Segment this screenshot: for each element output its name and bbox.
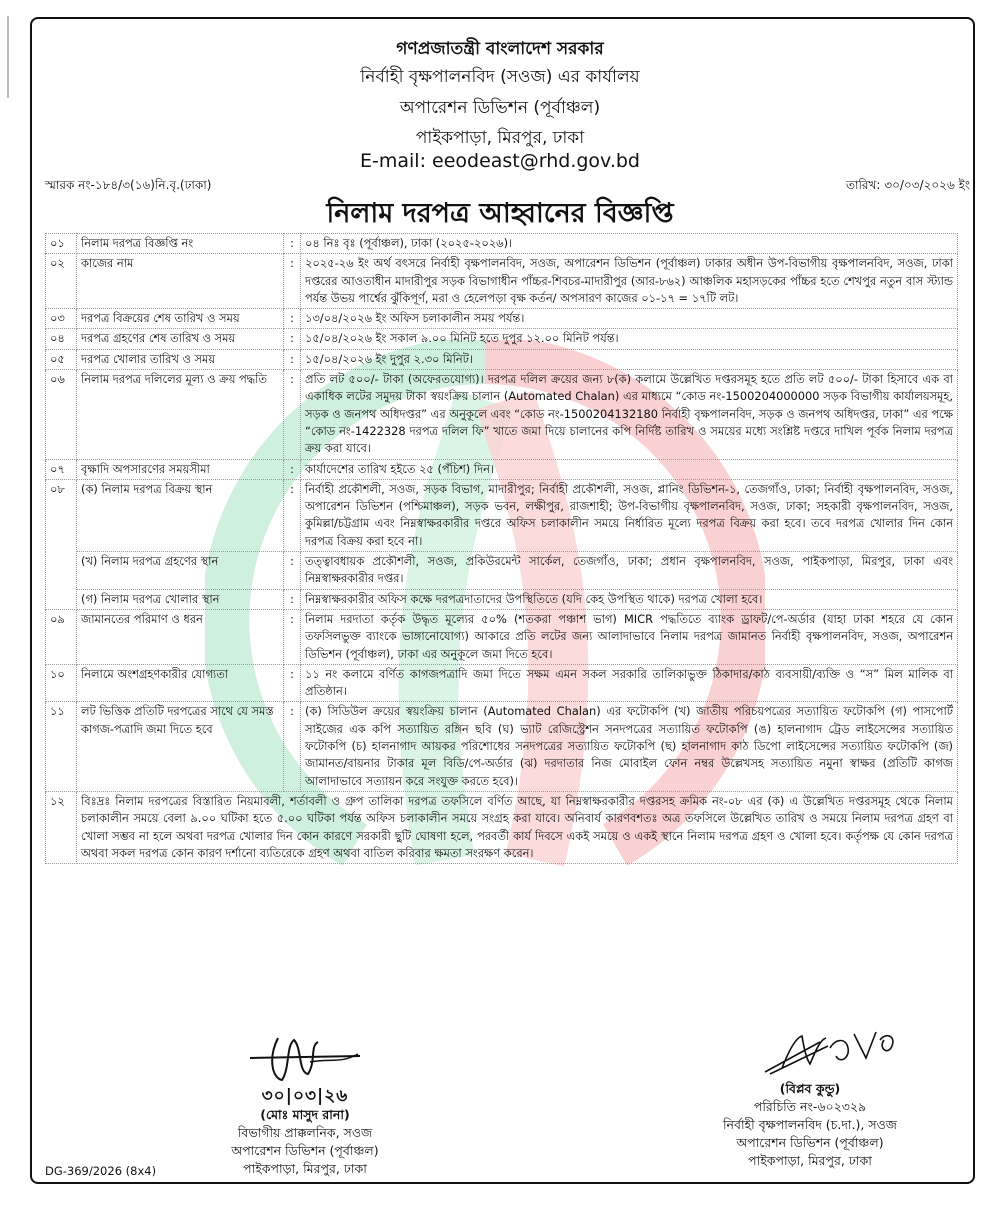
row-value: নিম্নস্বাক্ষরকারীর অফিস কক্ষে দরপত্রদাতাদের উপস্থিতিতে (যদি কেহ উপস্থিত থাকে) দরপত্র খোলা হবে। <box>301 589 958 609</box>
row-colon: : <box>284 329 301 349</box>
office-heading: নির্বাহী বৃক্ষপালনবিদ (সওজ) এর কার্যালয় <box>360 67 640 87</box>
table-row <box>46 459 958 479</box>
row-label: দরপত্র গ্রহণের শেষ তারিখ ও সময় <box>77 329 284 349</box>
row-number: ১০ <box>46 664 77 702</box>
row-value: নিলাম দরদাতা কর্তৃক উদ্ধৃত মূল্যের ৫০% (শতকরা পঞ্চাশ ভাগ) MICR পদ্ধতিতে ব্যাংক ড্রাফট/পে-অর্ডার (যাহা ঢাকা শহরে যে কোন তফসিলভুক্ত ব্যাংকে ভাঙ্গানোযোগ্য) আকারে প্রতি লটের জন্য আলাদাভাবে নিলাম দরপত্র জামানত নির্বাহী বৃক্ষপালনবিদ, সওজ, অপারেশন ডিভিশন (পূর্বাঞ্চল), ঢাকা এর অনুকূলে জমা দিতে হবে। <box>301 609 958 664</box>
row-number: ১১ <box>46 702 77 791</box>
row-number: ০৮ <box>46 479 77 609</box>
row-label: বৃক্ষাদি অপসারণের সময়সীমা <box>77 459 284 479</box>
table-row <box>46 329 958 349</box>
row-colon: : <box>284 370 301 459</box>
address-heading: পাইকপাড়া, মিরপুর, ঢাকা <box>415 128 585 148</box>
notice-table <box>45 233 958 864</box>
row-colon: : <box>284 609 301 664</box>
table-row <box>46 479 958 551</box>
row-label: (গ) নিলাম দরপত্র খোলার স্থান <box>77 589 284 609</box>
table-row <box>46 254 958 309</box>
row-colon: : <box>284 234 301 254</box>
table-row <box>46 589 958 609</box>
row-label: জামানতের পরিমাণ ও ধরন <box>77 609 284 664</box>
signatory-name: (বিপ্লব কুন্ডু) <box>779 1081 841 1096</box>
row-colon: : <box>284 479 301 551</box>
table-row <box>46 552 958 590</box>
row-number: ০২ <box>46 254 77 309</box>
table-row <box>46 702 958 791</box>
row-label: দরপত্র বিক্রয়ের শেষ তারিখ ও সময় <box>77 309 284 329</box>
row-value: ০৪ নিঃ বৃঃ (পূর্বাঞ্চল), ঢাকা (২০২৫-২০২৬)। <box>301 234 958 254</box>
handwritten-date: ৩০|০৩|২৬ <box>261 1086 349 1106</box>
table-row <box>46 370 958 459</box>
notice-date: তারিখ: ৩০/০৩/২০২৬ ইং <box>846 178 970 192</box>
row-value: ২০২৫-২৬ ইং অর্থ বৎসরে নির্বাহী বৃক্ষপালনবিদ, সওজ, অপারেশন ডিভিশন (পূর্বাঞ্চল) ঢাকার অধীন উপ-বিভাগীয় বৃক্ষপালনবিদ, সওজ, ঢাকা দপ্তরের আওতাধীন মাদারীপুর সড়ক বিভাগাধীন পাঁচ্চর-শিবচর-মাদারীপুর (আর-৮৬২) আঞ্চলিক মহাসড়কের পাঁচ্চর হতে শেখপুর নতুন বাস স্ট্যান্ড পর্যন্ত উভয় পার্শ্বের ঝুঁকিপূর্ণ, মরা ও হেলেপড়া বৃক্ষ কর্তন/ অপসারণ কাজের ০১-১৭ = ১৭টি লট। <box>301 254 958 309</box>
row-colon: : <box>284 589 301 609</box>
footer-code: DG-369/2026 (8x4) <box>45 1164 157 1178</box>
signatory-address: পাইকপাড়া, মিরপুর, ঢাকা <box>748 1153 872 1168</box>
row-value: তত্ত্বাবধায়ক প্রকৌশলী, সওজ, প্রকিউরমেন্ট সার্কেল, তেজগাঁও, ঢাকা; প্রধান বৃক্ষপালনবিদ, সওজ, পাইকপাড়া, মিরপুর, ঢাকা এবং নিম্নস্বাক্ষরকারীর দপ্তর। <box>301 552 958 590</box>
signatory-division: অপারেশন ডিভিশন (পূর্বাঞ্চল) <box>736 1135 884 1150</box>
govt-heading: গণপ্রজাতন্ত্রী বাংলাদেশ সরকার <box>396 39 604 59</box>
row-value: ১৩/০৪/২০২৬ ইং অফিস চলাকালীন সময় পর্যন্ত। <box>301 309 958 329</box>
row-number: ০৪ <box>46 329 77 349</box>
row-label: নিলাম দরপত্র বিজ্ঞপ্তি নং <box>77 234 284 254</box>
row-colon: : <box>284 254 301 309</box>
email-heading: E-mail: eeodeast@rhd.gov.bd <box>360 150 640 172</box>
row-number: ১২ <box>46 791 77 863</box>
row-value: ১৫/০৪/২০২৬ ইং দুপুর ২.৩০ মিনিট। <box>301 349 958 369</box>
row-label: কাজের নাম <box>77 254 284 309</box>
signatory-right <box>670 1028 950 1170</box>
row-colon: : <box>284 552 301 590</box>
row-colon: : <box>284 309 301 329</box>
signatory-id: পরিচিতি নং-৬০২৩২৯ <box>753 1099 867 1114</box>
table-row <box>46 309 958 329</box>
signatory-designation: নির্বাহী বৃক্ষপালনবিদ (চ.দা.), সওজ <box>722 1117 897 1132</box>
memo-number: স্মারক নং-১৮৪/৩(১৬)নি.বৃ.(ঢাকা) <box>45 178 212 192</box>
row-label: (খ) নিলাম দরপত্র গ্রহণের স্থান <box>77 552 284 590</box>
row-value: প্রতি লট ৫০০/- টাকা (অফেরতযোগ্য)। দরপত্র দলিল ক্রয়ের জন্য ৮(ক) কলামে উল্লেখিত দপ্তরসমূহ হতে প্রতি লট ৫০০/- টাকা হিসাবে এক বা একাধিক লটের সমুদয় টাকা স্বয়ংক্রিয় চালান (Automated Chalan) এর মাধ্যমে “কোড নং-1500204000000 সড়ক বিভাগীয় কার্যালয়সমূহ, সড়ক ও জনপথ অধিদপ্তর” এর অনুকূলে এবং “কোড নং-1500204132180 নির্বাহী বৃক্ষপালনবিদ, সড়ক ও জনপথ অধিদপ্তর, ঢাকা” এর পক্ষে “কোড নং-1422328 দরপত্র দলিল ফি” খাতে জমা দিয়ে চালানের কপি নির্দিষ্ট তারিখ ও সময়ের মধ্যে সংশ্লিষ্ট দপ্তরে দাখিল পূর্বক নিলাম দরপত্র ক্রয় করা যাবে। <box>301 370 958 459</box>
row-number: ০১ <box>46 234 77 254</box>
signatory-address: পাইকপাড়া, মিরপুর, ঢাকা <box>243 1161 367 1176</box>
row-colon: : <box>284 349 301 369</box>
row-colon: : <box>284 459 301 479</box>
signatory-name: (মোঃ মাসুদ রানা) <box>260 1107 350 1122</box>
signatory-designation: বিভাগীয় প্রাক্কলনিক, সওজ <box>237 1125 373 1140</box>
row-label: দরপত্র খোলার তারিখ ও সময় <box>77 349 284 369</box>
row-value: নির্বাহী প্রকৌশলী, সওজ, সড়ক বিভাগ, মাদারীপুর; নির্বাহী প্রকৌশলী, সওজ, প্লানিং ডিভিশন-১, তেজগাঁও, ঢাকা; নির্বাহী বৃক্ষপালনবিদ, সওজ, অপারেশন ডিভিশন (পশ্চিমাঞ্চল), সড়ক ভবন, লক্ষীপুর, রাজশাহী; উপ-বিভাগীয় বৃক্ষপালনবিদ, সওজ, ঢাকা; সহকারী বৃক্ষপালনবিদ, সওজ, কুমিল্লা/চট্টগ্রাম এবং নিম্নস্বাক্ষরকারীর দপ্তরে অফিস চলাকালীন সময়ে নির্ধারিত মূল্যে দরপত্র বিক্রয় করা হবে। তবে দরপত্র খোলার দিন কোন দরপত্র বিক্রয় করা হবে না। <box>301 479 958 551</box>
signatory-left <box>190 1028 420 1178</box>
signature-icon <box>190 1028 420 1086</box>
row-value: (ক) সিডিউল ক্রয়ের স্বয়ংক্রিয় চালান (Automated Chalan) এর ফটোকপি (খ) জাতীয় পরিচয়পত্রের সত্যায়িত ফটোকপি (গ) পাসপোর্ট সাইজের এক কপি সত্যায়িত রঙ্গিন ছবি (ঘ) ভ্যাট রেজিস্ট্রেশন সনদপত্রের সত্যায়িত ফটোকপি (ঙ) হালনাগাদ ট্রেড লাইসেন্সের সত্যায়িত ফটোকপি (চ) হালনাগাদ আয়কর পরিশোধের সনদপত্রের সত্যায়িত ফটোকপি (ছ) হালনাগাদ কাঠ ডিপো লাইসেন্সের সত্যায়িত ফটোকপি (জ) জামানত/বায়নার টাকার মূল বিডি/পে-অর্ডার (ঝ) দরদাতার নিজ মোবাইল ফোন নম্বর উল্লেখসহ সত্যায়িত নমুনা স্বাক্ষর (প্রতিটি কাগজ আলাদাভাবে সত্যায়ন করে সংযুক্ত করতে হবে)। <box>301 702 958 791</box>
row-colon: : <box>284 664 301 702</box>
row-label: নিলাম দরপত্র দলিলের মূল্য ও ক্রয় পদ্ধতি <box>77 370 284 459</box>
division-heading: অপারেশন ডিভিশন (পূর্বাঞ্চল) <box>399 98 601 118</box>
row-value: ১৫/০৪/২০২৬ ইং সকাল ৯.০০ মিনিট হতে দুপুর ১২.০০ মিনিট পর্যন্ত। <box>301 329 958 349</box>
signatory-division: অপারেশন ডিভিশন (পূর্বাঞ্চল) <box>231 1143 379 1158</box>
row-number: ০৭ <box>46 459 77 479</box>
row-number: ০৯ <box>46 609 77 664</box>
note-row <box>46 791 958 863</box>
table-row <box>46 664 958 702</box>
note-text: বিঃদ্রঃ নিলাম দরপত্রের বিস্তারিত নিয়মাবলী, শর্তাবলী ও গ্রুপ তালিকা দরপত্র তফসিলে বর্ণিত আছে, যা নিম্নস্বাক্ষরকারীর দপ্তরসহ ক্রমিক নং-০৮ এর (ক) এ উল্লেখিত দপ্তরসমূহ থেকে নিলাম চলাকালীন সময়ে বেলা ৯.০০ ঘটিকা হতে ৫.০০ ঘটিকা পর্যন্ত অফিস চলাকালীন সময়ে সংগ্রহ করা যাবে। অনিবার্য কারণবশতঃ অত্র তফসিলে উল্লেখিত তারিখ ও সময়ে নিলাম দরপত্র গ্রহণ বা খোলা সম্ভব না হলে অথবা দরপত্র খোলার দিন কোন কারণে সরকারী ছুটি ঘোষণা হলে, পরবর্তী কার্য দিবসে একই সময়ে ও একই স্থানে নিলাম দরপত্র গ্রহণ ও খোলা হবে। কর্তৃপক্ষ যে কোন দরপত্র অথবা সকল দরপত্র কোন কারণ দর্শানো ব্যতিরেকে গ্রহণ অথবা বাতিল করিবার ক্ষমতা সংরক্ষণ করেন। <box>77 791 958 863</box>
table-row <box>46 234 958 254</box>
row-label: (ক) নিলাম দরপত্র বিক্রয় স্থান <box>77 479 284 551</box>
row-number: ০৬ <box>46 370 77 459</box>
row-number: ০৩ <box>46 309 77 329</box>
row-colon: : <box>284 702 301 791</box>
row-label: লট ভিত্তিক প্রতিটি দরপত্রের সাথে যে সমস্ত কাগজ-পত্রাদি জমা দিতে হবে <box>77 702 284 791</box>
row-value: ১১ নং কলামে বর্ণিত কাগজপত্রাদি জমা দিতে সক্ষম এমন সকল সরকারি তালিকাভুক্ত ঠিকাদার/কাঠ ব্যবসায়ী/ব্যক্তি ও “স” মিল মালিক বা প্রতিষ্ঠান। <box>301 664 958 702</box>
signature-icon <box>670 1028 950 1080</box>
row-number: ০৫ <box>46 349 77 369</box>
table-row <box>46 349 958 369</box>
table-row <box>46 609 958 664</box>
notice-title: নিলাম দরপত্র আহ্বানের বিজ্ঞপ্তি <box>326 198 674 229</box>
row-value: কার্যাদেশের তারিখ হইতে ২৫ (পঁচিশ) দিন। <box>301 459 958 479</box>
row-label: নিলামে অংশগ্রহণকারীর যোগ্যতা <box>77 664 284 702</box>
